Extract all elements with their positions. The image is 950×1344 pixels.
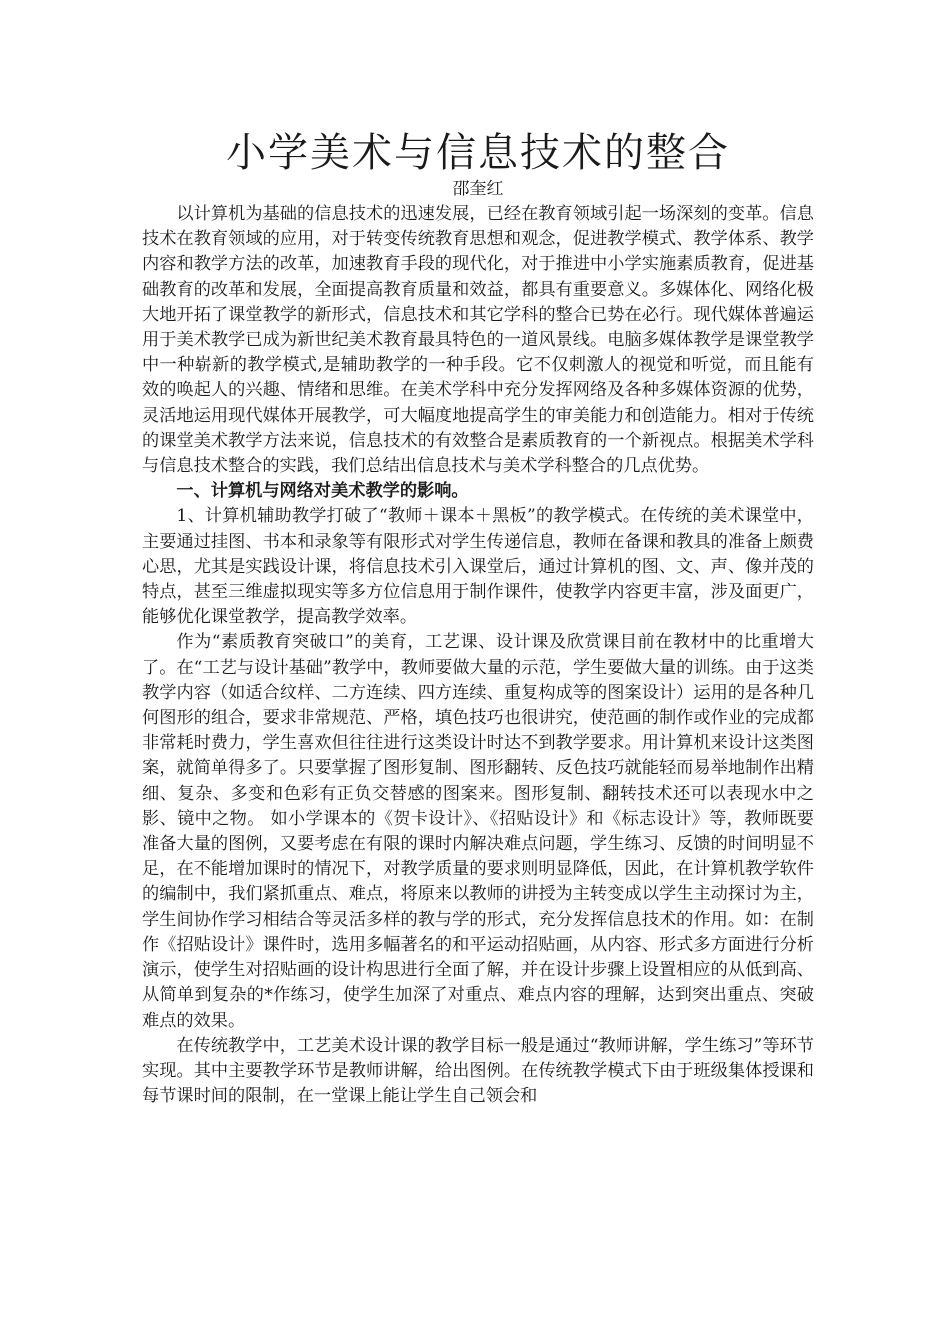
- paragraph-traditional-teaching: 在传统教学中，工艺美术设计课的教学目标一般是通过“教师讲解，学生练习”等环节实现。其中主要教学环节是教师讲解，给出图例。在传统教学模式下由于班级集体授课和每节课时间的限制，在一堂课上能让学生自己领会和: [142, 1035, 814, 1107]
- document-page: [142, 128, 814, 1109]
- paragraph-computer-assisted: 1、计算机辅助教学打破了“教师＋课本＋黑板”的教学模式。在传统的美术课堂中，主要通过挂图、书本和录象等有限形式对学生传递信息，教师在备课和教具的准备上颇费心思，尤其是实践设计课，将信息技术引入课堂后，通过计算机的图、文、声、像并茂的特点，甚至三维虚拟现实等多方位信息用于制作课件，使教学内容更丰富，涉及面更广，能够优化课堂教学，提高教学效率。: [142, 506, 814, 628]
- paragraph-aesthetic-education: 作为“素质教育突破口”的美育，工艺课、设计课及欣赏课目前在教材中的比重增大了。在“工艺与设计基础”教学中，教师要做大量的示范，学生要做大量的训练。由于这类教学内容（如适合纹样、二方连续、四方连续、重复构成等的图案设计）运用的是各种几何图形的组合，要求非常规范、严格，填色技巧也很讲究，使范画的制作或作业的完成都非常耗时费力，学生喜欢但往往进行这类设计时达不到教学要求。用计算机来设计这类图案，就简单得多了。只要掌握了图形复制、图形翻转、反色技巧就能轻而易举地制作出精细、复杂、多变和色彩有正负交替感的图案来。图形复制、翻转技术还可以表现水中之影、镜中之物。 如小学课本的《贺卡设计》、《招贴设计》和《标志设计》等，教师既要准备大量的图例，又要考虑在有限的课时内解决难点问题，学生练习、反馈的时间明显不足，在不能增加课时的情况下，对教学质量的要求则明显降低，因此，在计算机教学软件的编制中，我们紧抓重点、难点，将原来以教师的讲授为主转变成以学生主动探讨为主，学生间协作学习相结合等灵活多样的教与学的形式，充分发挥信息技术的作用。如：在制作《招贴设计》课件时，选用多幅著名的和平运动招贴画，从内容、形式多方面进行分析演示，使学生对招贴画的设计构思进行全面了解，并在设计步骤上设置相应的从低到高、从简单到复杂的*作练习，使学生加深了对重点、难点内容的理解，达到突出重点、突破难点的效果。: [142, 632, 814, 1031]
- document-author: 邵奎红: [452, 179, 504, 199]
- paragraph-intro: 以计算机为基础的信息技术的迅速发展，已经在教育领域引起一场深刻的变革。信息技术在教育领域的应用，对于转变传统教育思想和观念，促进教学模式、教学体系、教学内容和教学方法的改革，加速教育手段的现代化，对于推进中小学实施素质教育，促进基础教育的改革和发展，全面提高教育质量和效益，都具有重要意义。多媒体化、网络化极大地开拓了课堂教学的新形式，信息技术和其它学科的整合已势在必行。现代媒体普遍运用于美术教学已成为新世纪美术教育最具特色的一道风景线。电脑多媒体教学是课堂教学中一种崭新的教学模式,是辅助教学的一种手段。它不仅刺激人的视觉和听觉，而且能有效的唤起人的兴趣、情绪和思维。在美术学科中充分发挥网络及各种多媒体资源的优势，灵活地运用现代媒体开展教学，可大幅度地提高学生的审美能力和创造能力。相对于传统的课堂美术教学方法来说，信息技术的有效整合是素质教育的一个新视点。根据美术学科与信息技术整合的实践，我们总结出信息技术与美术学科整合的几点优势。: [142, 204, 814, 477]
- document-title: 小学美术与信息技术的整合: [226, 130, 730, 176]
- section-heading-1: 一、计算机与网络对美术教学的影响。: [176, 481, 469, 502]
